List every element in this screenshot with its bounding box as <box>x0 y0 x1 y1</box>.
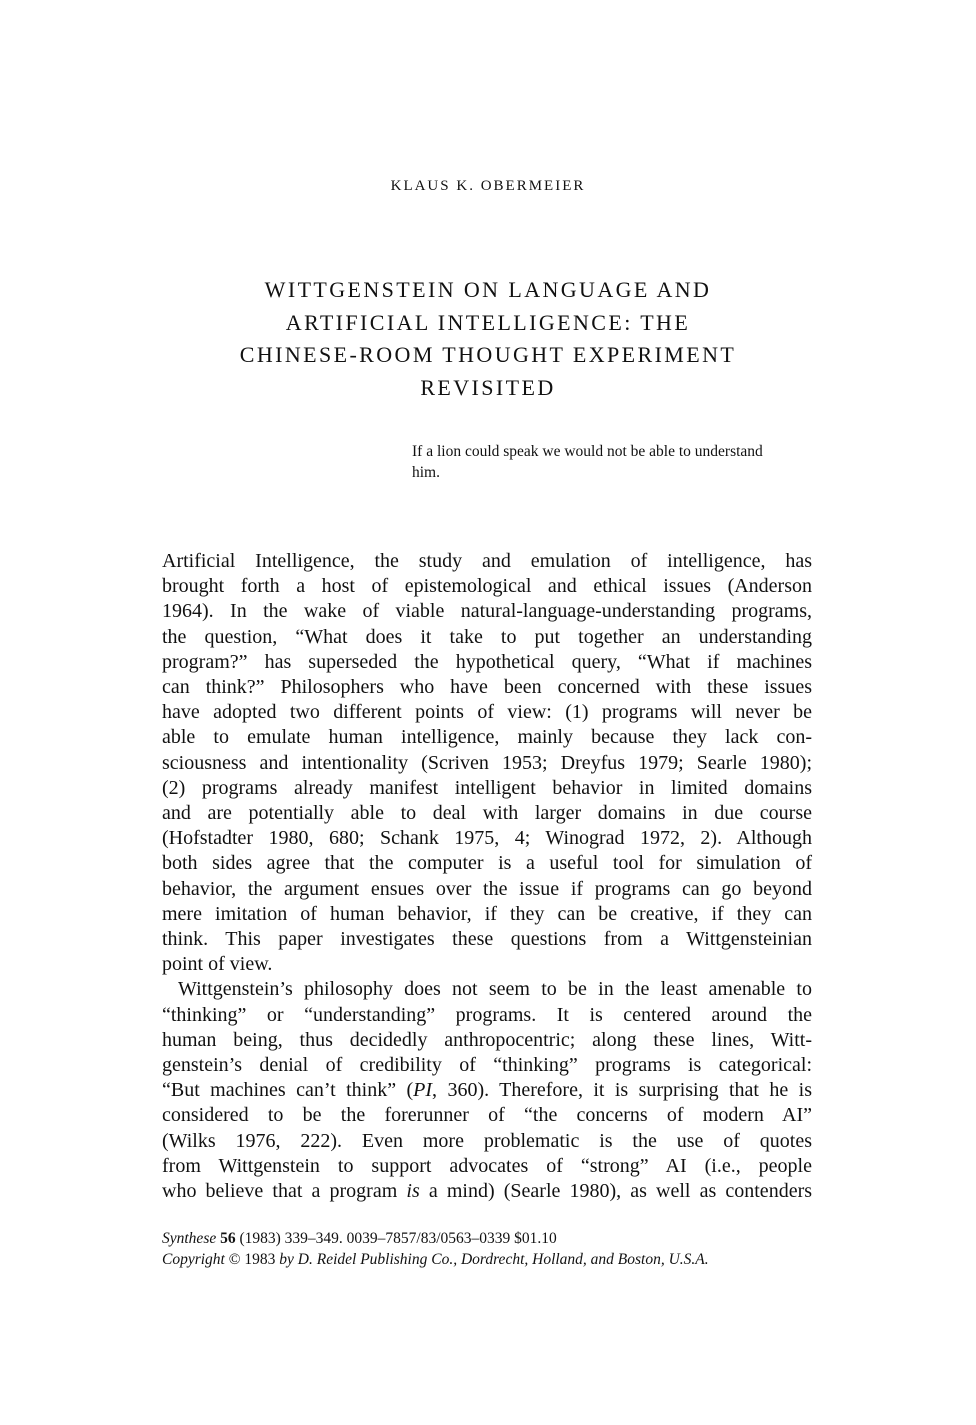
paragraph1-line: (2) programs already manifest intelligent behavior in limited domains <box>162 776 812 799</box>
paragraph2-line: from Wittgenstein to support advocates of “strong” AI (i.e., people <box>162 1154 812 1177</box>
volume-number: 56 <box>220 1230 236 1247</box>
title-line: ARTIFICIAL INTELLIGENCE: THE <box>285 309 691 335</box>
paragraph2-line: human being, thus decidedly anthropocentric; along these lines, Witt- <box>162 1028 812 1051</box>
paragraph1-line: have adopted two different points of view: (1) programs will never be <box>162 701 812 724</box>
emphasis-is: is <box>406 1180 420 1203</box>
text-run: “But machines can’t think” ( <box>162 1079 414 1102</box>
epigraph <box>412 441 817 483</box>
paragraph1-line: sciousness and intentionality (Scriven 1953; Dreyfus 1979; Searle 1980); <box>162 751 812 774</box>
paragraph1-line: brought forth a host of epistemological and ethical issues (Anderson <box>162 575 812 598</box>
publication-footer <box>162 1228 822 1270</box>
article-title <box>0 274 976 404</box>
author-name: KLAUS K. OBERMEIER <box>390 178 586 194</box>
paragraph1-line: behavior, the argument ensues over the issue if programs can go beyond <box>162 877 812 900</box>
paragraph2-line <box>162 1078 812 1103</box>
text-run: who believe that a program <box>162 1180 407 1203</box>
paragraph1-line: 1964). In the wake of viable natural-language-understanding programs, <box>162 600 812 623</box>
text-run: a mind) (Searle 1980), as well as contenders <box>419 1180 813 1203</box>
title-line: REVISITED <box>420 374 556 400</box>
paragraph2-line: (Wilks 1976, 222). Even more problematic is the use of quotes <box>162 1129 812 1152</box>
paragraph1-line: can think?” Philosophers who have been concerned with these issues <box>162 676 812 699</box>
paragraph2-line: Wittgenstein’s philosophy does not seem to be in the least amenable to <box>178 978 812 1001</box>
copyright-line <box>162 1249 822 1270</box>
paragraph1-line: and are potentially able to deal with larger domains in due course <box>162 802 812 825</box>
body-text <box>162 549 812 1204</box>
paragraph1-line: Artificial Intelligence, the study and emulation of intelligence, has <box>162 550 812 572</box>
paragraph2-line: “thinking” or “understanding” programs. It is centered around the <box>162 1003 812 1026</box>
copyright-label: Copyright <box>162 1251 229 1268</box>
paragraph1-line: the question, “What does it take to put together an understanding <box>162 625 812 648</box>
paragraph1-line: both sides agree that the computer is a useful tool for simulation of <box>162 852 812 875</box>
paragraph1-line: (Hofstadter 1980, 680; Schank 1975, 4; Winograd 1972, 2). Although <box>162 827 812 850</box>
paragraph1-line: mere imitation of human behavior, if they can be creative, if they can <box>162 902 812 925</box>
paragraph2-line <box>162 1179 812 1204</box>
epigraph-line: him. <box>412 464 440 481</box>
text-run: , 360). Therefore, it is surprising that he is <box>432 1079 813 1102</box>
paragraph2-line: genstein’s denial of credibility of “thinking” programs is categorical: <box>162 1054 812 1077</box>
citation-line <box>162 1228 822 1249</box>
citation-details: (1983) 339–349. 0039–7857/83/0563–0339 $01.10 <box>239 1230 557 1247</box>
paragraph1-line: point of view. <box>162 953 273 976</box>
paragraph1-line: think. This paper investigates these questions from a Wittgensteinian <box>162 928 812 951</box>
paragraph1-line: able to emulate human intelligence, mainly because they lack con- <box>162 726 812 749</box>
copyright-year: 1983 <box>240 1251 280 1268</box>
title-line: CHINESE-ROOM THOUGHT EXPERIMENT <box>239 342 737 368</box>
title-line: WITTGENSTEIN ON LANGUAGE AND <box>264 277 712 302</box>
journal-name: Synthese <box>162 1230 217 1247</box>
epigraph-line: If a lion could speak we would not be able to understand <box>412 443 763 460</box>
paragraph2-line: considered to be the forerunner of “the concerns of modern AI” <box>162 1104 812 1127</box>
paragraph1-line: program?” has superseded the hypothetical query, “What if machines <box>162 650 812 673</box>
pi-abbreviation: PI <box>413 1079 433 1102</box>
copyright-icon: © <box>228 1251 241 1268</box>
publisher: by D. Reidel Publishing Co., Dordrecht, Holland, and Boston, U.S.A. <box>279 1251 709 1268</box>
